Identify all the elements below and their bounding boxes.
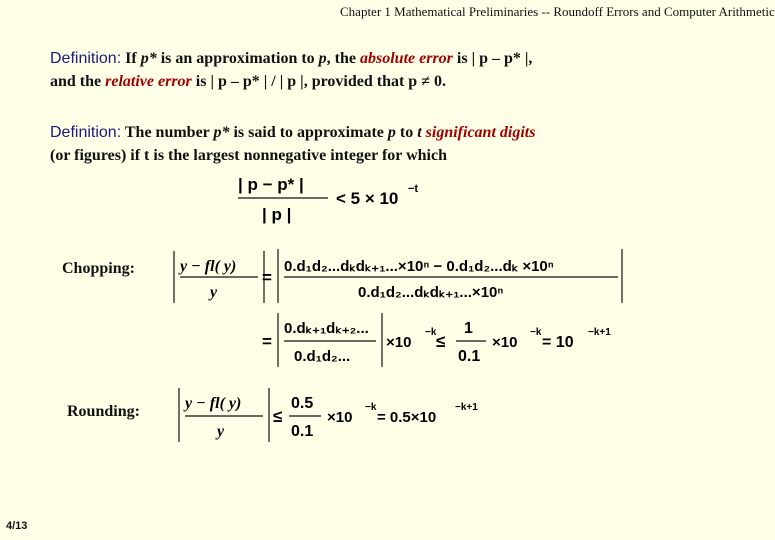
svg-text:−k: −k	[530, 327, 542, 338]
chopping-formula	[170, 247, 640, 372]
svg-text:0.1: 0.1	[291, 423, 314, 440]
svg-text:≤: ≤	[436, 332, 446, 351]
svg-text:−k+1: −k+1	[455, 402, 478, 413]
svg-text:−t: −t	[408, 183, 419, 195]
definition-label: Definition:	[50, 124, 122, 141]
svg-text:1: 1	[464, 320, 473, 337]
svg-text:0.d₁d₂...dₖdₖ₊₁...×10ⁿ: 0.d₁d₂...dₖdₖ₊₁...×10ⁿ	[358, 284, 504, 301]
term-absolute-error: absolute error	[360, 50, 453, 67]
svg-text:−k: −k	[425, 327, 437, 338]
svg-text:≤: ≤	[273, 407, 283, 426]
svg-text:−k: −k	[365, 402, 377, 413]
svg-text:< 5 × 10: < 5 × 10	[336, 189, 399, 208]
svg-text:y − fl( y): y − fl( y)	[185, 395, 242, 412]
significant-digits-inequality	[230, 170, 420, 230]
rounding-formula	[175, 386, 495, 446]
svg-text:−k+1: −k+1	[588, 327, 611, 338]
term-significant-digits: significant digits	[425, 124, 536, 141]
term-relative-error: relative error	[105, 73, 192, 90]
svg-text:| p − p* |: | p − p* |	[238, 175, 304, 194]
svg-text:0.dₖ₊₁dₖ₊₂...: 0.dₖ₊₁dₖ₊₂...	[284, 320, 369, 337]
svg-text:×10: ×10	[327, 409, 353, 426]
svg-text:0.d₁d₂...: 0.d₁d₂...	[294, 348, 351, 365]
svg-text:=: =	[262, 332, 272, 351]
definition-absolute-relative-error: Definition: If p* is an approximation to p, the absolute error is | p – p* |, and the relative error is | p – p* | / | p |, provided that p ≠ 0.	[50, 50, 533, 90]
slide-header: Chapter 1 Mathematical Preliminaries -- Roundoff Errors and Computer Arithmetic	[340, 4, 775, 19]
svg-text:=: =	[262, 268, 272, 287]
svg-text:y: y	[210, 284, 218, 301]
page-number: 4/13	[6, 520, 28, 532]
svg-text:×10: ×10	[386, 334, 412, 351]
chopping-label: Chopping:	[62, 260, 135, 277]
svg-text:= 0.5×10: = 0.5×10	[377, 409, 437, 426]
rounding-label: Rounding:	[67, 403, 140, 420]
svg-text:0.d₁d₂...dₖdₖ₊₁...×10ⁿ − 0.d₁d: 0.d₁d₂...dₖdₖ₊₁...×10ⁿ − 0.d₁d₂...dₖ ×10ⁿ	[284, 258, 554, 275]
svg-text:y: y	[217, 423, 225, 440]
svg-text:y − fl( y): y − fl( y)	[180, 258, 237, 275]
definition-significant-digits: Definition: The number p* is said to approximate p to t significant digits (or figures) if t is the largest nonnegative integer for which	[50, 124, 536, 164]
svg-text:0.5: 0.5	[291, 395, 314, 412]
definition-label: Definition:	[50, 50, 122, 67]
svg-text:×10: ×10	[492, 334, 518, 351]
svg-text:0.1: 0.1	[458, 348, 481, 365]
svg-text:| p |: | p |	[262, 205, 292, 224]
svg-text:= 10: = 10	[542, 334, 574, 351]
